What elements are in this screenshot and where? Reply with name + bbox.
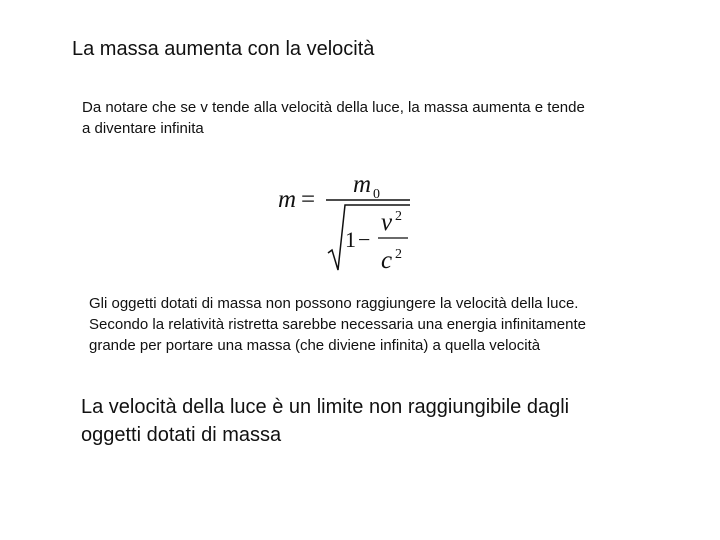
note-text	[82, 97, 652, 139]
formula-v-exponent: 2	[395, 209, 402, 224]
note-line: Da notare che se v tende alla velocità della luce, la massa aumenta e tende	[82, 99, 585, 116]
formula-c-exponent: 2	[395, 247, 402, 262]
explanation-line: grande per portare una massa (che diviene infinita) a quella velocità	[89, 337, 541, 354]
formula-minus: −	[358, 227, 371, 252]
formula-equals: =	[301, 186, 316, 213]
explanation-line: Secondo la relatività ristretta sarebbe necessaria una energia infinitamente	[89, 316, 586, 333]
formula-c: c	[381, 247, 393, 274]
formula-one: 1	[345, 227, 356, 252]
formula-v: v	[381, 209, 393, 236]
formula-lhs-m: m	[278, 186, 297, 213]
slide-title: La massa aumenta con la velocità	[72, 38, 375, 60]
relativistic-mass-formula	[270, 165, 420, 280]
conclusion-text	[81, 393, 661, 449]
conclusion-line: La velocità della luce è un limite non raggiungibile dagli	[81, 396, 570, 418]
formula-numerator-subscript: 0	[373, 187, 380, 202]
formula-graphic	[270, 165, 420, 280]
explanation-line: Gli oggetti dotati di massa non possono raggiungere la velocità della luce.	[89, 295, 579, 312]
formula-numerator-m: m	[353, 171, 372, 198]
conclusion-line: oggetti dotati di massa	[81, 424, 282, 446]
explanation-text	[89, 293, 659, 356]
note-line: a diventare infinita	[82, 120, 204, 137]
